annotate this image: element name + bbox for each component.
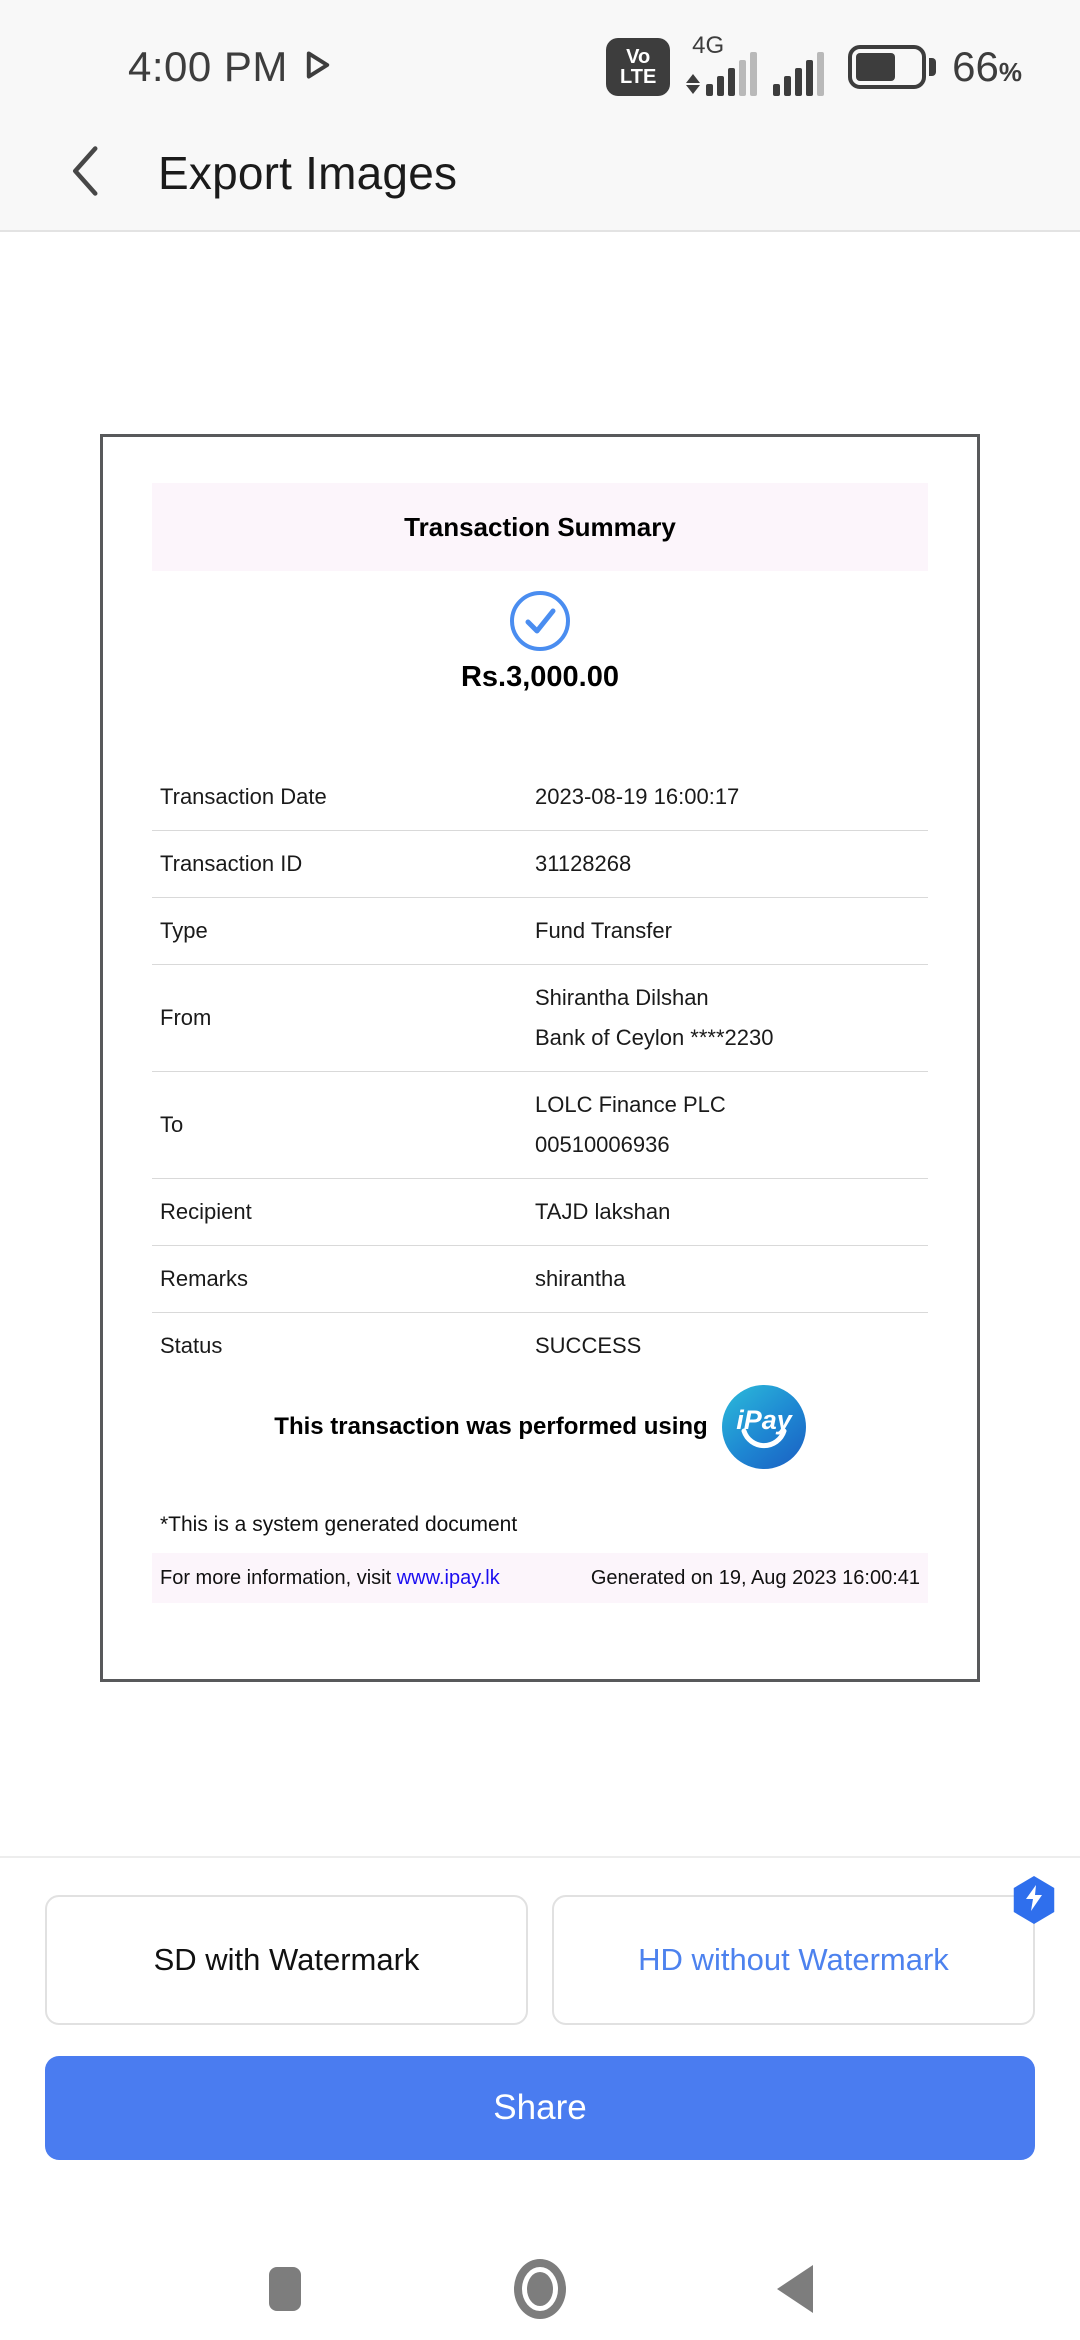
row-value: 2023-08-19 16:00:17: [535, 784, 740, 809]
row-value: TAJD lakshan: [535, 1199, 671, 1224]
row-values: [535, 911, 928, 951]
row-value: LOLC Finance PLC: [535, 1092, 726, 1117]
row-values: [535, 777, 928, 817]
row-value: 31128268: [535, 851, 632, 876]
transaction-amount: Rs.3,000.00: [460, 661, 619, 693]
row-values: [535, 1326, 928, 1366]
clock-time: 4:00 PM: [128, 43, 288, 90]
row-value: shirantha: [535, 1266, 626, 1291]
success-check-icon: [152, 589, 928, 653]
battery-icon: [848, 45, 936, 89]
row-label: To: [160, 1112, 184, 1137]
recents-button[interactable]: [245, 2249, 325, 2329]
row-value: Bank of Ceylon ****2230: [535, 1025, 774, 1050]
performed-using-row: [152, 1385, 928, 1469]
row-values: [535, 1192, 928, 1232]
status-bar: [0, 0, 1080, 116]
table-row: [152, 1313, 928, 1379]
back-nav-button[interactable]: [755, 2249, 835, 2329]
row-value: 00510006936: [535, 1132, 670, 1157]
play-outline-icon: [304, 50, 332, 85]
transaction-receipt-card: [100, 434, 980, 1682]
android-nav-bar: [0, 2238, 1080, 2340]
receipt-table: [152, 764, 928, 1379]
row-value: SUCCESS: [535, 1333, 642, 1358]
share-button[interactable]: Share: [45, 2056, 1035, 2160]
row-value: Shirantha Dilshan: [535, 985, 709, 1010]
signal-sim1-icon: [686, 32, 757, 96]
export-options-row: [45, 1895, 1035, 2025]
receipt-title: Transaction Summary: [404, 511, 676, 542]
page-title: Export Images: [158, 147, 458, 199]
table-row: [152, 764, 928, 831]
sd-with-watermark-button[interactable]: SD with Watermark: [45, 1895, 528, 2025]
sheet-divider: [0, 1856, 1080, 1858]
home-circle-icon: [514, 2259, 566, 2319]
row-label: Status: [160, 1333, 223, 1358]
row-label: Recipient: [160, 1199, 252, 1224]
signal-sim2-icon: [773, 38, 824, 96]
row-label: Remarks: [160, 1266, 249, 1291]
performed-using-text: This transaction was performed using: [274, 1413, 708, 1440]
back-button[interactable]: [52, 141, 116, 205]
row-label: Transaction Date: [160, 784, 327, 809]
table-row: [152, 831, 928, 898]
battery-percent: 66%: [952, 43, 1022, 90]
row-values: [535, 1085, 928, 1165]
table-row: [152, 1179, 928, 1246]
system-generated-note: *This is a system generated document: [160, 1513, 518, 1536]
chevron-left-icon: [62, 141, 106, 206]
row-label: Transaction ID: [160, 851, 303, 876]
table-row: [152, 1246, 928, 1313]
table-row: [152, 965, 928, 1072]
row-label: From: [160, 1005, 212, 1030]
row-value: Fund Transfer: [535, 918, 672, 943]
network-type-label: 4G: [692, 32, 725, 59]
row-values: [535, 1259, 928, 1299]
row-label: Type: [160, 918, 208, 943]
volte-icon: Vo LTE: [606, 38, 670, 96]
receipt-title-strip: [152, 483, 928, 571]
footer-info: For more information, visit www.ipay.lk: [160, 1566, 500, 1589]
back-triangle-icon: [777, 2265, 813, 2313]
ipay-logo-text: iPay: [735, 1405, 792, 1435]
row-values: [535, 844, 928, 884]
hd-without-watermark-button[interactable]: HD without Watermark: [552, 1895, 1035, 2025]
ipay-link[interactable]: www.ipay.lk: [396, 1566, 500, 1589]
lightning-bolt-icon: [1023, 1884, 1045, 1917]
home-button[interactable]: [500, 2249, 580, 2329]
app-header: [0, 116, 1080, 232]
generated-timestamp: Generated on 19, Aug 2023 16:00:41: [590, 1566, 920, 1589]
ipay-logo-icon: [722, 1385, 806, 1469]
recents-square-icon: [269, 2267, 301, 2311]
row-values: [535, 978, 928, 1058]
table-row: [152, 1072, 928, 1179]
table-row: [152, 898, 928, 965]
receipt-footer-strip: [152, 1553, 928, 1603]
